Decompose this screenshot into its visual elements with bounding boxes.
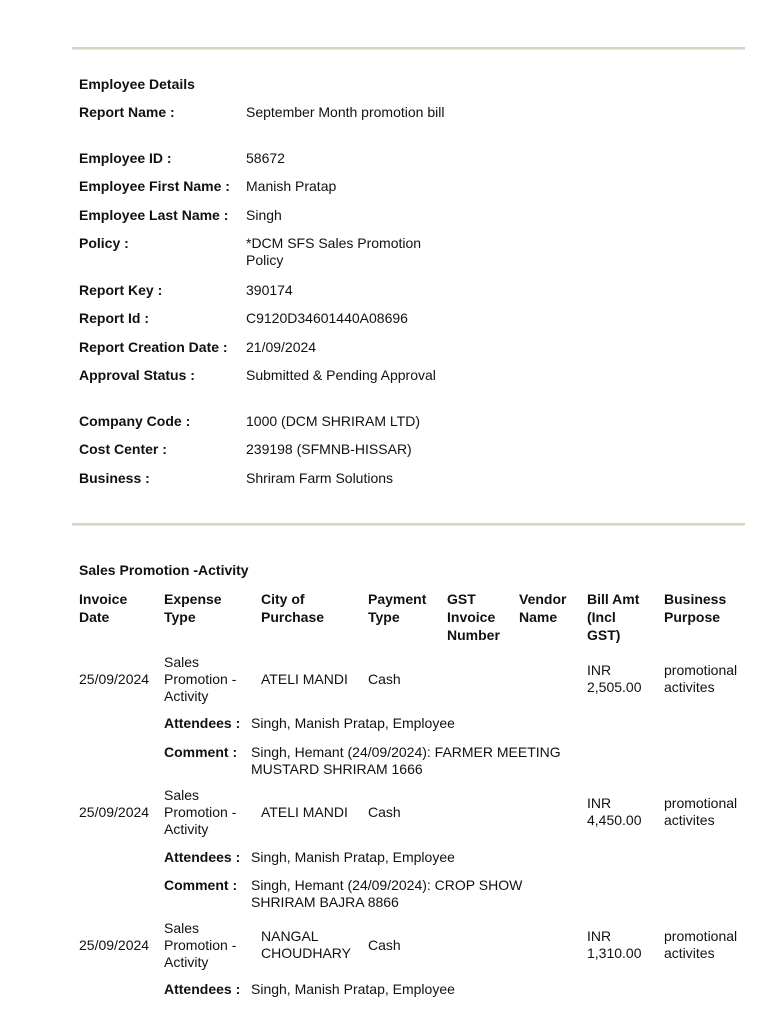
expense-type: Sales Promotion - Activity xyxy=(164,920,237,970)
payment-type: Cash xyxy=(368,804,401,820)
report-name-label: Report Name : xyxy=(79,104,175,120)
business-label: Business : xyxy=(79,470,150,486)
policy-value: *DCM SFS Sales Promotion Policy xyxy=(246,235,422,268)
report-id-label: Report Id : xyxy=(79,310,149,326)
bill-amt: INR 2,505.00 xyxy=(587,662,642,695)
header-expense-type: Expense Type xyxy=(164,591,222,625)
activity-title: Sales Promotion -Activity xyxy=(79,562,249,578)
cost-center-label: Cost Center : xyxy=(79,441,167,457)
expense-type: Sales Promotion - Activity xyxy=(164,787,237,837)
attendees-value: Singh, Manish Pratap, Employee xyxy=(251,981,455,997)
report-name-value: September Month promotion bill xyxy=(246,104,445,120)
employee-first-name-value: Manish Pratap xyxy=(246,178,337,194)
header-bill-amt: Bill Amt (Incl GST) xyxy=(587,591,640,643)
comment-value: Singh, Hemant (24/09/2024): CROP SHOW SHRIRAM BAJRA 8866 xyxy=(251,877,523,910)
invoice-date: 25/09/2024 xyxy=(79,937,150,953)
employee-id-label: Employee ID : xyxy=(79,150,172,166)
employee-last-name-label: Employee Last Name : xyxy=(79,207,229,223)
top-divider xyxy=(72,47,745,50)
report-key-label: Report Key : xyxy=(79,282,163,298)
company-code-value: 1000 (DCM SHRIRAM LTD) xyxy=(246,413,420,429)
attendees-label: Attendees : xyxy=(164,849,241,865)
report-id-value: C9120D34601440A08696 xyxy=(246,310,408,326)
employee-id-value: 58672 xyxy=(246,150,285,166)
middle-divider xyxy=(72,523,745,526)
expense-type: Sales Promotion - Activity xyxy=(164,654,237,704)
business-purpose: promotional activites xyxy=(664,662,738,695)
payment-type: Cash xyxy=(368,671,401,687)
comment-label: Comment : xyxy=(164,744,238,760)
city-of-purchase: ATELI MANDI xyxy=(261,804,348,820)
attendees-value: Singh, Manish Pratap, Employee xyxy=(251,715,455,731)
city-of-purchase: ATELI MANDI xyxy=(261,671,348,687)
company-code-label: Company Code : xyxy=(79,413,191,429)
invoice-date: 25/09/2024 xyxy=(79,671,150,687)
business-value: Shriram Farm Solutions xyxy=(246,470,394,486)
attendees-label: Attendees : xyxy=(164,715,241,731)
header-business-purpose: Business Purpose xyxy=(664,591,727,625)
bill-amt: INR 1,310.00 xyxy=(587,928,642,961)
report-key-value: 390174 xyxy=(246,282,293,298)
employee-details-title: Employee Details xyxy=(79,76,195,92)
approval-status-value: Submitted & Pending Approval xyxy=(246,367,436,383)
header-payment-type: Payment Type xyxy=(368,591,427,625)
report-creation-date-label: Report Creation Date : xyxy=(79,339,228,355)
comment-value: Singh, Hemant (24/09/2024): FARMER MEETING MUSTARD SHRIRAM 1666 xyxy=(251,744,561,777)
header-invoice-date: Invoice Date xyxy=(79,591,128,625)
header-city-of-purchase: City of Purchase xyxy=(261,591,325,625)
employee-last-name-value: Singh xyxy=(246,207,282,223)
attendees-value: Singh, Manish Pratap, Employee xyxy=(251,849,455,865)
policy-label: Policy : xyxy=(79,235,129,251)
comment-label: Comment : xyxy=(164,877,238,893)
header-vendor-name: Vendor Name xyxy=(519,591,567,625)
report-creation-date-value: 21/09/2024 xyxy=(246,339,317,355)
city-of-purchase: NANGAL CHOUDHARY xyxy=(261,928,351,961)
attendees-label: Attendees : xyxy=(164,981,241,997)
invoice-date: 25/09/2024 xyxy=(79,804,150,820)
payment-type: Cash xyxy=(368,937,401,953)
employee-first-name-label: Employee First Name : xyxy=(79,178,230,194)
business-purpose: promotional activites xyxy=(664,928,738,961)
header-gst-invoice-number: GST Invoice Number xyxy=(447,591,500,643)
business-purpose: promotional activites xyxy=(664,795,738,828)
approval-status-label: Approval Status : xyxy=(79,367,195,383)
cost-center-value: 239198 (SFMNB-HISSAR) xyxy=(246,441,412,457)
bill-amt: INR 4,450.00 xyxy=(587,795,642,828)
